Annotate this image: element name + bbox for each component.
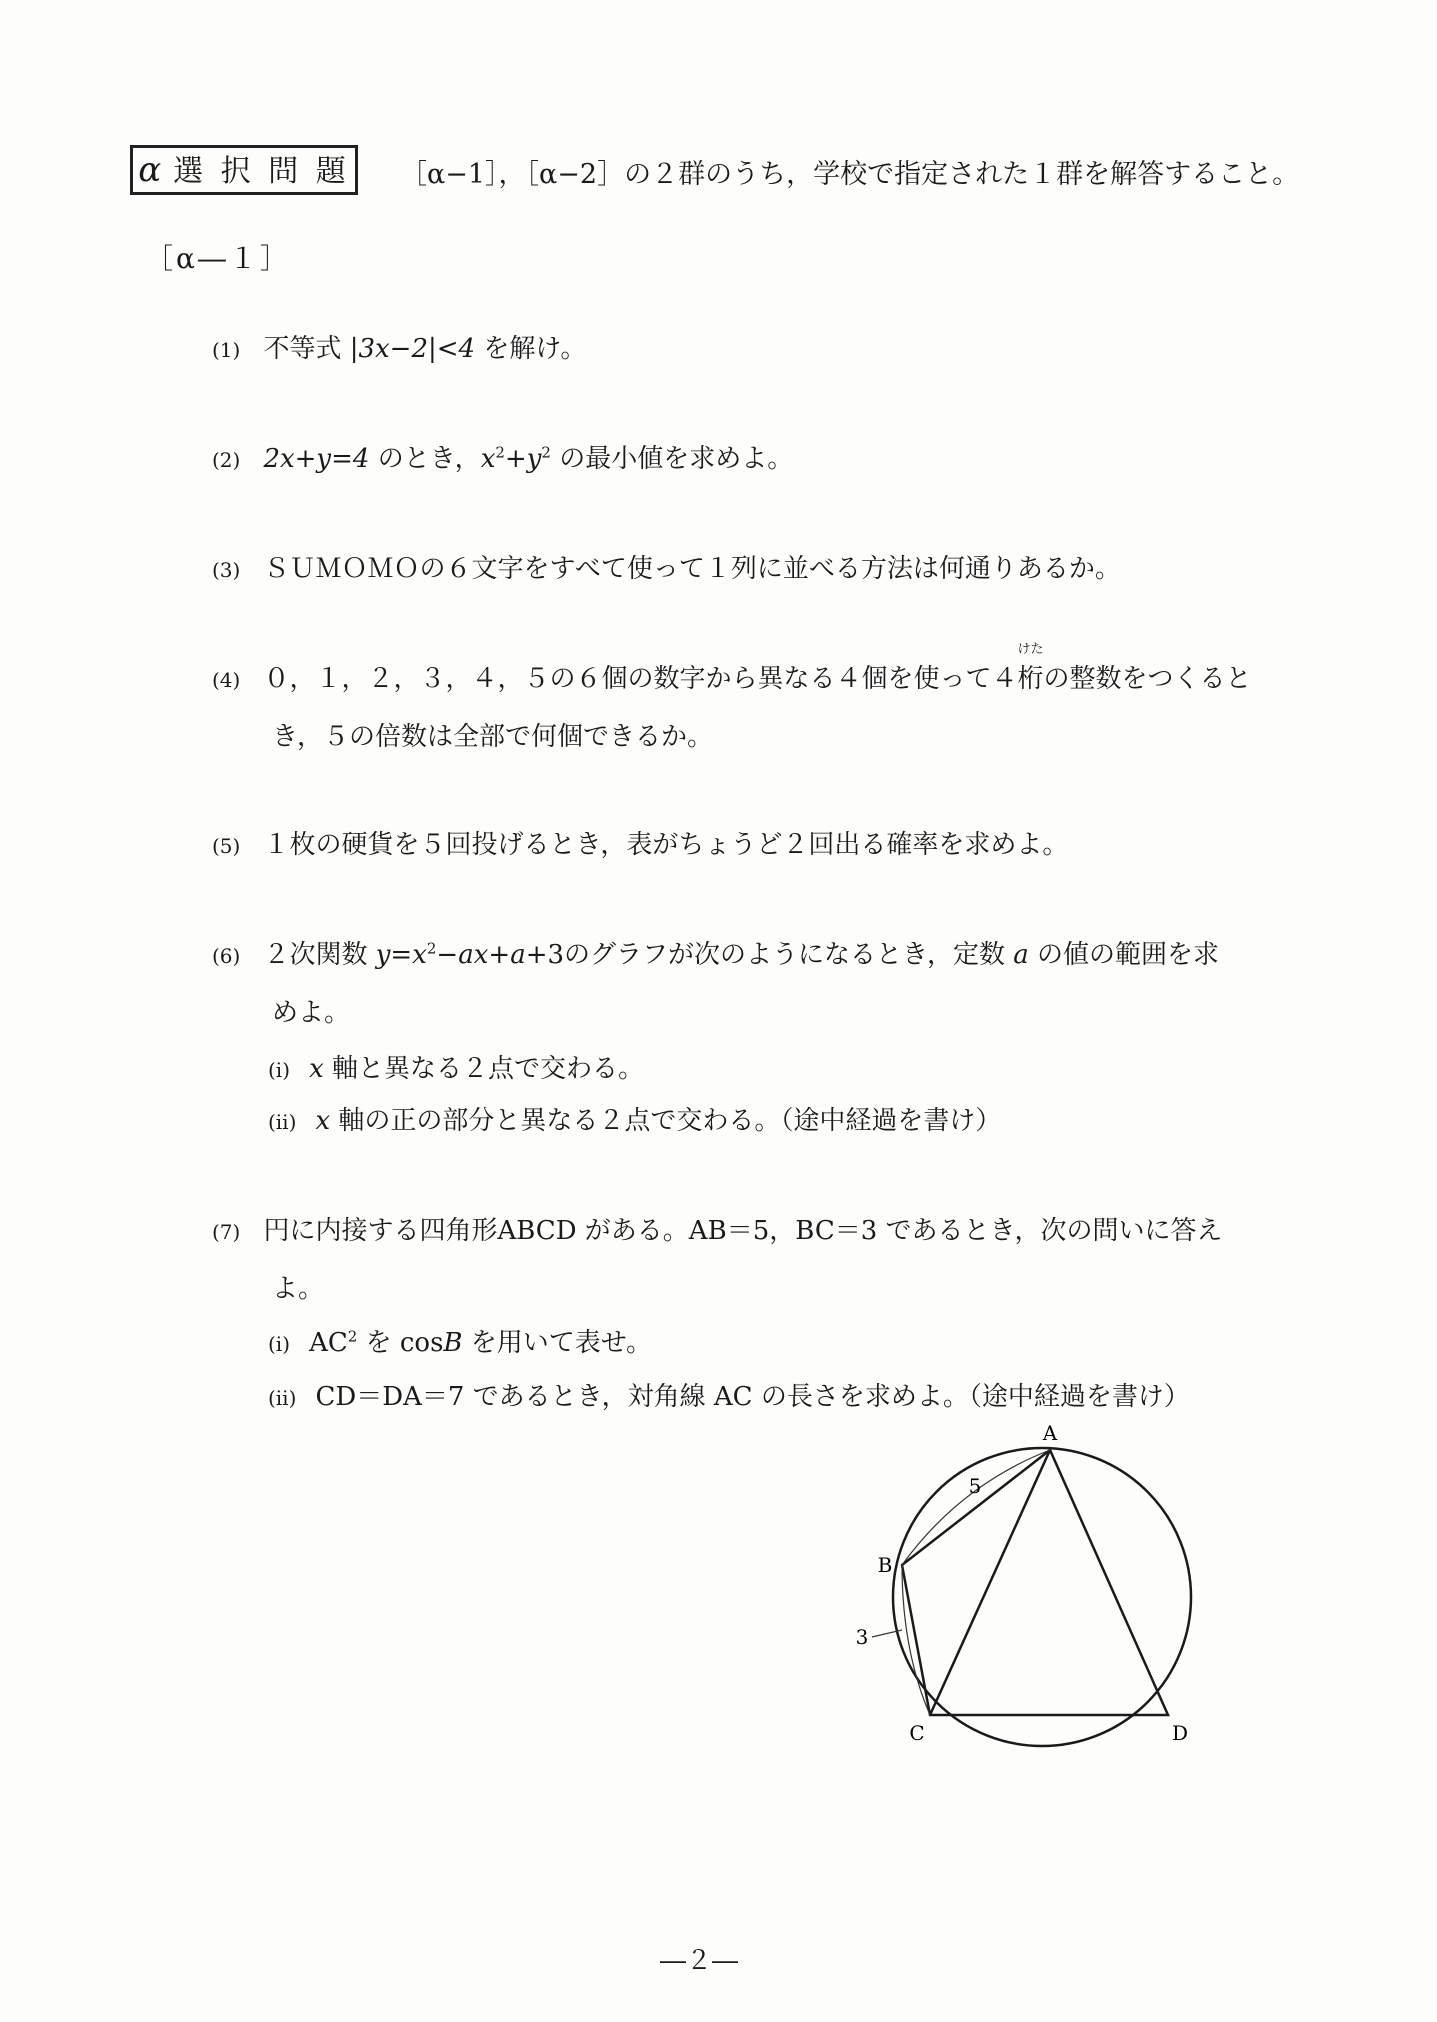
question-number: (7) [212,1220,241,1244]
section-title-box [130,145,358,195]
cyclic-quadrilateral-figure [840,1415,1220,1755]
question-6-sub-1: (ⅰ) x 軸と異なる２点で交わる。 [268,1054,645,1084]
question-text: ＳＵＭＯＭＯの６文字をすべて使って１列に並べる方法は何通りあるか。 [263,554,1121,584]
question-text: 2x+y=4 のとき，$x^2+y^2$ の最小値を求めよ。 [263,443,794,474]
question-7-sub-2: (ⅱ) CD＝DA＝7 であるとき，対角線 AC の長さを求めよ。（途中経過を書け） [268,1382,1190,1412]
label-bc-length: 3 [855,1625,869,1649]
section-title: 選 択 問 題 [173,154,350,189]
question-3 [212,548,1121,585]
question-7 [212,1210,1222,1247]
circumcircle [893,1448,1191,1746]
question-text: ２次関数 $y=x^2-ax+a+3$のグラフが次のようになるとき，定数 a の値の範囲を求 [263,939,1220,970]
question-7-sub-1: (ⅰ) $AC^2$ を cosB を用いて表せ。 [268,1327,653,1358]
diagonal-ac [930,1450,1050,1715]
question-text: ０，１，２，３，４，５の６個の数字から異なる４個を使って４桁 けた の整数をつくると [263,642,1252,694]
page-number: ―２― [660,1946,739,1976]
question-text: 円に内接する四角形ABCD がある。AB＝5，BC＝3 であるとき，次の問いに答え [263,1216,1223,1246]
label-b: B [877,1553,893,1577]
alpha-symbol: α [138,150,166,190]
question-number: (6) [212,944,241,968]
question-number: (1) [212,338,241,362]
question-2 [212,438,793,475]
question-6 [212,934,1219,971]
question-number: (5) [212,834,241,858]
question-5 [212,824,1068,861]
question-6-sub-2: (ⅱ) x 軸の正の部分と異なる２点で交わる。（途中経過を書け） [268,1106,1002,1136]
label-ab-length: 5 [968,1474,982,1498]
question-1 [212,328,586,365]
question-number: (4) [212,668,241,692]
group-label: ［α―１］ [145,242,291,275]
ruby-keta: 桁 けた [1017,642,1044,694]
label-a: A [1042,1421,1058,1445]
question-4-line-2: き，５の倍数は全部で何個できるか。 [272,722,713,752]
question-7-line-2: よ。 [272,1274,325,1304]
question-number: (3) [212,558,241,582]
question-4 [212,642,1252,695]
label-c: C [909,1721,925,1745]
question-6-line-2: めよ。 [272,998,351,1028]
instruction-text: ［α−1］，［α−2］の２群のうち，学校で指定された１群を解答すること。 [400,159,1300,190]
label-d: D [1171,1721,1189,1745]
question-number: (2) [212,448,241,472]
quadrilateral-abcd [902,1450,1168,1715]
question-text: １枚の硬貨を５回投げるとき，表がちょうど２回出る確率を求めよ。 [263,830,1069,860]
question-text: 不等式 |3x−2|<4 を解け。 [263,334,587,364]
